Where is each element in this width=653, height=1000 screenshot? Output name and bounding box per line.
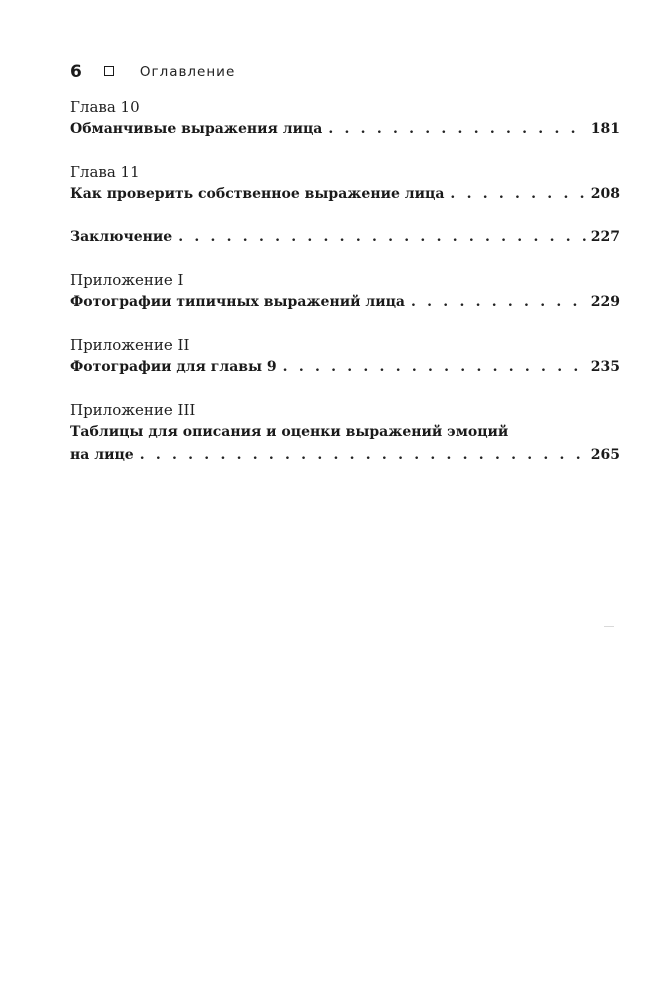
toc-entry-page: 181 <box>590 121 620 137</box>
leader-dots <box>283 356 587 379</box>
leader-dots <box>178 226 587 249</box>
toc-entry-label: Глава 10 <box>70 98 140 116</box>
leader-dots <box>450 183 586 206</box>
toc-entry-title: Заключение <box>70 229 173 245</box>
toc-entry-chapter-11 <box>70 161 620 206</box>
running-head-title: Оглавление <box>139 64 236 80</box>
running-head <box>70 60 235 84</box>
leader-dots <box>140 444 587 467</box>
toc-entry-page: 235 <box>590 359 620 375</box>
toc-entry-label: Приложение I <box>70 271 184 289</box>
toc-entry-title: Как проверить собственное выражение лица <box>70 186 445 202</box>
toc-entry-line <box>70 356 620 379</box>
leader-dots <box>411 291 587 314</box>
leader-dots <box>328 118 586 141</box>
toc-entry-title: Фотографии типичных выражений лица <box>70 294 406 310</box>
toc-entry-page: 229 <box>590 294 620 310</box>
toc-entry-title: на лице <box>70 447 134 463</box>
toc-entry-line <box>70 118 620 141</box>
toc-entry-appendix-3 <box>70 399 620 467</box>
toc-entry-line <box>70 291 620 314</box>
toc-entry-page: 265 <box>590 447 620 463</box>
toc-entry-appendix-2 <box>70 334 620 379</box>
toc-entry-label: Приложение II <box>70 336 190 354</box>
toc-entry-line <box>70 183 620 206</box>
toc-entry-conclusion <box>70 226 620 249</box>
toc-entry-page: 227 <box>590 229 620 245</box>
toc-entry-appendix-1 <box>70 269 620 314</box>
toc-entry-title: Фотографии для главы 9 <box>70 359 277 375</box>
square-outline-icon <box>104 66 114 76</box>
table-of-contents <box>70 96 620 487</box>
toc-entry-page: 208 <box>590 186 620 202</box>
toc-entry-label: Приложение III <box>70 401 196 419</box>
paper-mark <box>604 626 614 627</box>
toc-entry-line <box>70 444 620 467</box>
page-number: 6 <box>70 62 82 82</box>
toc-entry-title-line1: Таблицы для описания и оценки выражений эмоций <box>70 424 509 440</box>
toc-entry-title: Обманчивые выражения лица <box>70 121 323 137</box>
toc-entry-chapter-10 <box>70 96 620 141</box>
toc-entry-line <box>70 226 620 249</box>
toc-entry-label: Глава 11 <box>70 163 140 181</box>
